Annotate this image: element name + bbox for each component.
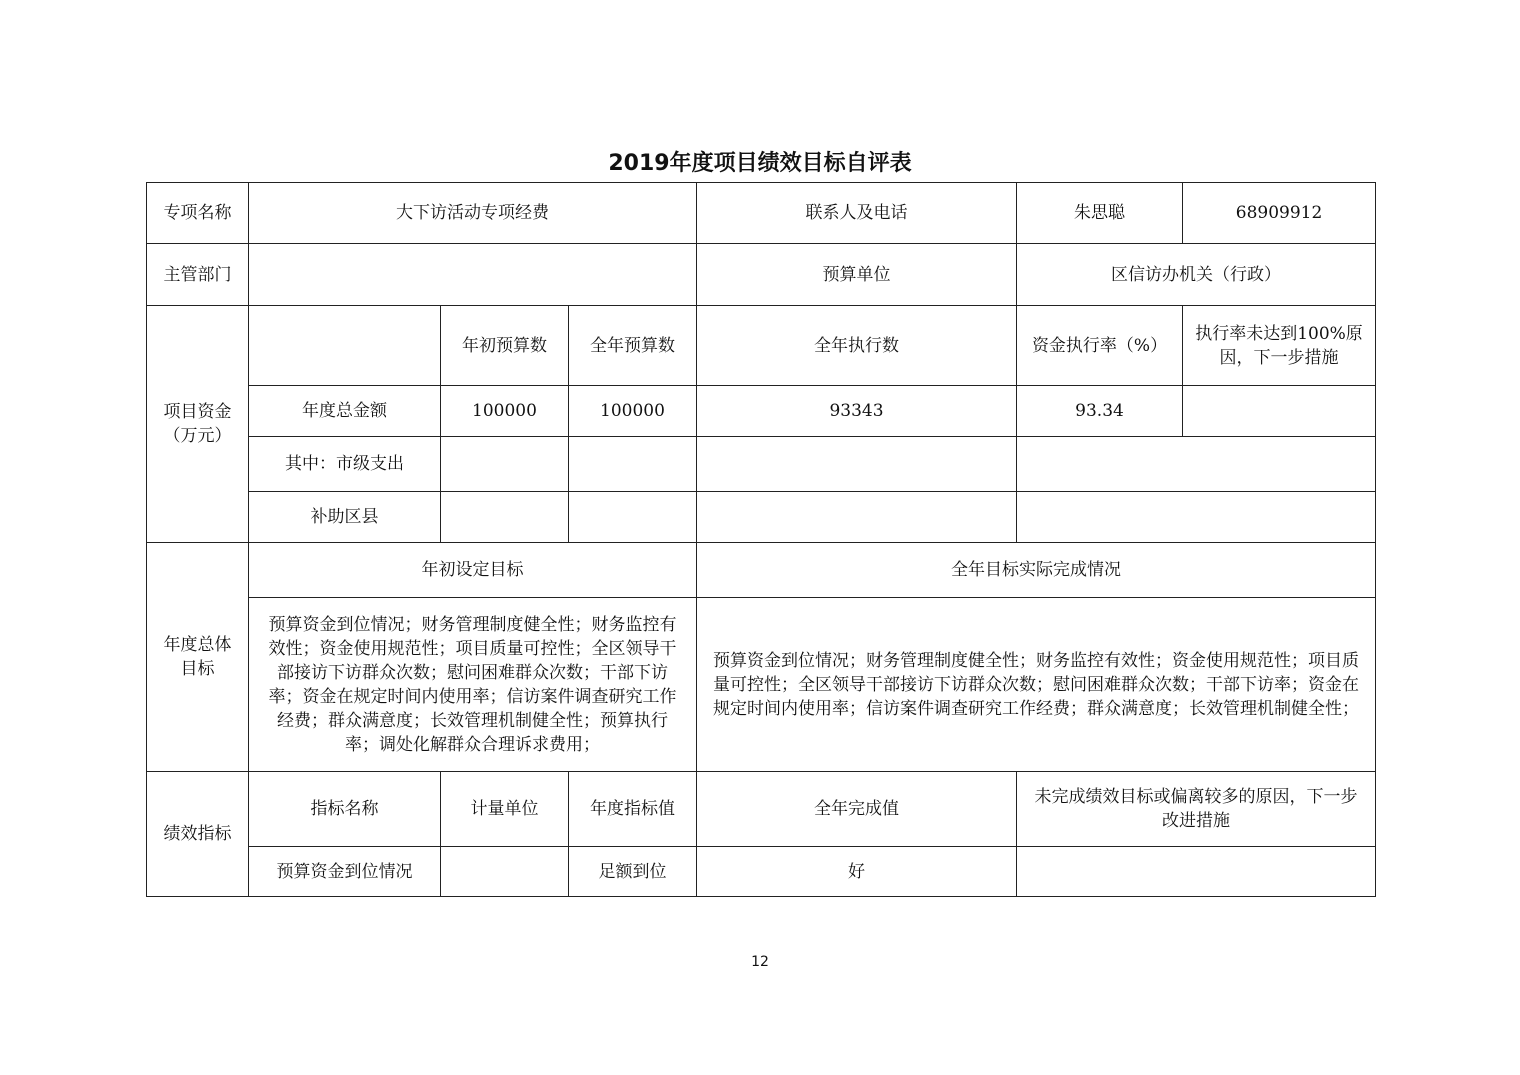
goals-initial-text: 预算资金到位情况；财务管理制度健全性；财务监控有效性；资金使用规范性；项目质量可控性；全区领导干部接访下访群众次数；慰问困难群众次数；干部下访率；资金在规定时间内使用率；信访案件调查研究工作经费；群众满意度；长效管理机制健全性；预算执行率；调处化解群众合理诉求费用； <box>249 598 697 772</box>
funds-row-name: 其中：市级支出 <box>249 437 441 492</box>
funds-header: 年初预算数 <box>441 306 569 386</box>
project-name-value: 大下访活动专项经费 <box>249 183 697 244</box>
page-title: 2019年度项目绩效目标自评表 <box>608 151 912 176</box>
indicator-header: 指标名称 <box>249 772 441 847</box>
table-row <box>147 183 1376 244</box>
goals-initial-header: 年初设定目标 <box>249 543 697 598</box>
funds-header: 资金执行率（%） <box>1017 306 1183 386</box>
table-row <box>147 492 1376 543</box>
indicator-reason <box>1017 847 1376 897</box>
department-value <box>249 244 697 306</box>
indicator-header: 计量单位 <box>441 772 569 847</box>
empty-cell <box>697 437 1017 492</box>
indicator-header: 全年完成值 <box>697 772 1017 847</box>
indicator-unit <box>441 847 569 897</box>
funds-header: 执行率未达到100%原因，下一步措施 <box>1183 306 1376 386</box>
table-row <box>147 772 1376 847</box>
budget-unit-label: 预算单位 <box>697 244 1017 306</box>
indicator-actual: 好 <box>697 847 1017 897</box>
goals-label-text: 年度总体目标 <box>163 635 232 679</box>
department-label: 主管部门 <box>147 244 249 306</box>
goals-actual-text: 预算资金到位情况；财务管理制度健全性；财务监控有效性；资金使用规范性；项目质量可控性；全区领导干部接访下访群众次数；慰问困难群众次数；干部下访率；资金在规定时间内使用率；信访案件调查研究工作经费；群众满意度；长效管理机制健全性； <box>697 598 1376 772</box>
table-row <box>147 306 1376 386</box>
project-name-label: 专项名称 <box>147 183 249 244</box>
table-row <box>147 244 1376 306</box>
funds-row-name: 年度总金额 <box>249 386 441 437</box>
table-row <box>147 598 1376 772</box>
indicator-header: 年度指标值 <box>569 772 697 847</box>
table-row <box>147 386 1376 437</box>
funds-rate: 93.34 <box>1017 386 1183 437</box>
table-row <box>147 543 1376 598</box>
funds-annual: 100000 <box>569 386 697 437</box>
evaluation-table <box>146 182 1376 897</box>
indicator-header: 未完成绩效目标或偏离较多的原因，下一步改进措施 <box>1017 772 1376 847</box>
contact-name: 朱思聪 <box>1017 183 1183 244</box>
funds-initial: 100000 <box>441 386 569 437</box>
budget-unit-value: 区信访办机关（行政） <box>1017 244 1376 306</box>
empty-cell <box>569 437 697 492</box>
empty-cell <box>249 306 441 386</box>
empty-cell <box>697 492 1017 543</box>
empty-cell <box>441 437 569 492</box>
contact-phone: 68909912 <box>1183 183 1376 244</box>
goals-label <box>147 543 249 772</box>
goals-actual-header: 全年目标实际完成情况 <box>697 543 1376 598</box>
funds-row-name: 补助区县 <box>249 492 441 543</box>
indicator-target: 足额到位 <box>569 847 697 897</box>
empty-cell <box>441 492 569 543</box>
table-row <box>147 847 1376 897</box>
empty-cell <box>1017 437 1376 492</box>
funds-header: 全年执行数 <box>697 306 1017 386</box>
empty-cell <box>569 492 697 543</box>
empty-cell <box>1017 492 1376 543</box>
funds-label-text: 项目资金（万元） <box>163 402 232 446</box>
funds-executed: 93343 <box>697 386 1017 437</box>
contact-label: 联系人及电话 <box>697 183 1017 244</box>
funds-reason <box>1183 386 1376 437</box>
indicators-label: 绩效指标 <box>147 772 249 897</box>
funds-label <box>147 306 249 543</box>
indicator-name: 预算资金到位情况 <box>249 847 441 897</box>
funds-header: 全年预算数 <box>569 306 697 386</box>
page-number: 12 <box>751 954 769 970</box>
table-row <box>147 437 1376 492</box>
